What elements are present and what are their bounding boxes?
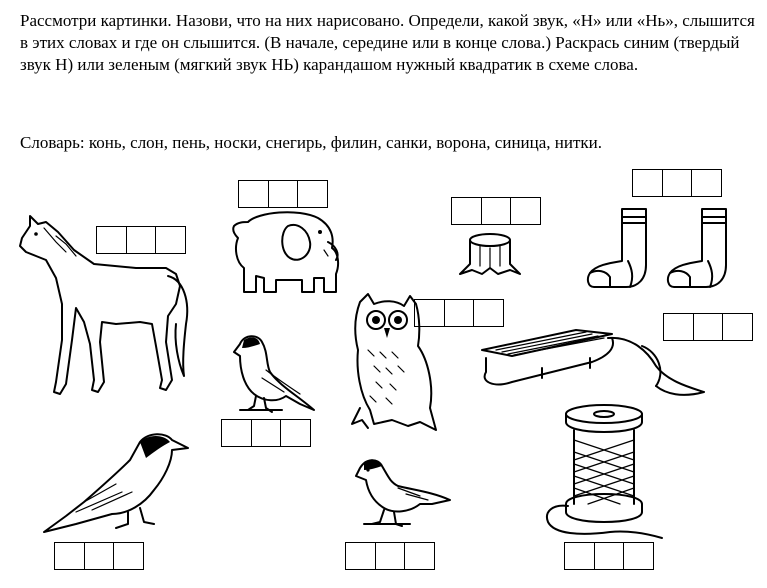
scheme-square[interactable] <box>221 419 252 447</box>
scheme-square[interactable] <box>84 542 115 570</box>
thread-spool-icon <box>540 400 664 540</box>
scheme-square[interactable] <box>268 180 299 208</box>
scheme-square[interactable] <box>345 542 376 570</box>
bullfinch-word-scheme <box>221 419 311 447</box>
scheme-square[interactable] <box>510 197 541 225</box>
horse-icon <box>16 212 196 412</box>
scheme-square[interactable] <box>594 542 625 570</box>
scheme-square[interactable] <box>623 542 654 570</box>
scheme-square[interactable] <box>564 542 595 570</box>
scheme-square[interactable] <box>451 197 482 225</box>
scheme-square[interactable] <box>238 180 269 208</box>
scheme-square[interactable] <box>54 542 85 570</box>
scheme-square[interactable] <box>297 180 328 208</box>
scheme-square[interactable] <box>481 197 512 225</box>
scheme-square[interactable] <box>444 299 475 327</box>
scheme-square[interactable] <box>722 313 753 341</box>
stump-word-scheme <box>451 197 541 225</box>
instruction-text: Рассмотри картинки. Назови, что на них нарисовано. Определи, какой звук, «Н» или «Нь», слышится в этих словах и где он слышится. (В начале, середине или в конце слова.) Раскрась синим (твердый звук Н) или зеленым (мягкий звук НЬ) карандашом нужный квадратик в схеме слова. <box>20 11 755 74</box>
bullfinch-icon <box>226 330 322 416</box>
socks-icon <box>584 203 754 295</box>
stump-icon <box>454 230 524 278</box>
scheme-square[interactable] <box>404 542 435 570</box>
vocabulary-text: Словарь: конь, слон, пень, носки, снегирь, филин, санки, ворона, синица, нитки. <box>20 133 603 152</box>
elephant-word-scheme <box>238 180 328 208</box>
titmouse-word-scheme <box>345 542 435 570</box>
titmouse-icon <box>350 456 454 530</box>
scheme-square[interactable] <box>251 419 282 447</box>
scheme-square[interactable] <box>280 419 311 447</box>
scheme-square[interactable] <box>662 169 693 197</box>
crow-word-scheme <box>54 542 144 570</box>
sled-icon <box>472 322 712 412</box>
crow-icon <box>36 428 192 536</box>
socks-word-scheme <box>632 169 722 197</box>
scheme-square[interactable] <box>113 542 144 570</box>
scheme-square[interactable] <box>632 169 663 197</box>
thread-word-scheme <box>564 542 654 570</box>
elephant-icon <box>228 208 348 300</box>
owl-icon <box>346 290 446 440</box>
scheme-square[interactable] <box>691 169 722 197</box>
scheme-square[interactable] <box>375 542 406 570</box>
